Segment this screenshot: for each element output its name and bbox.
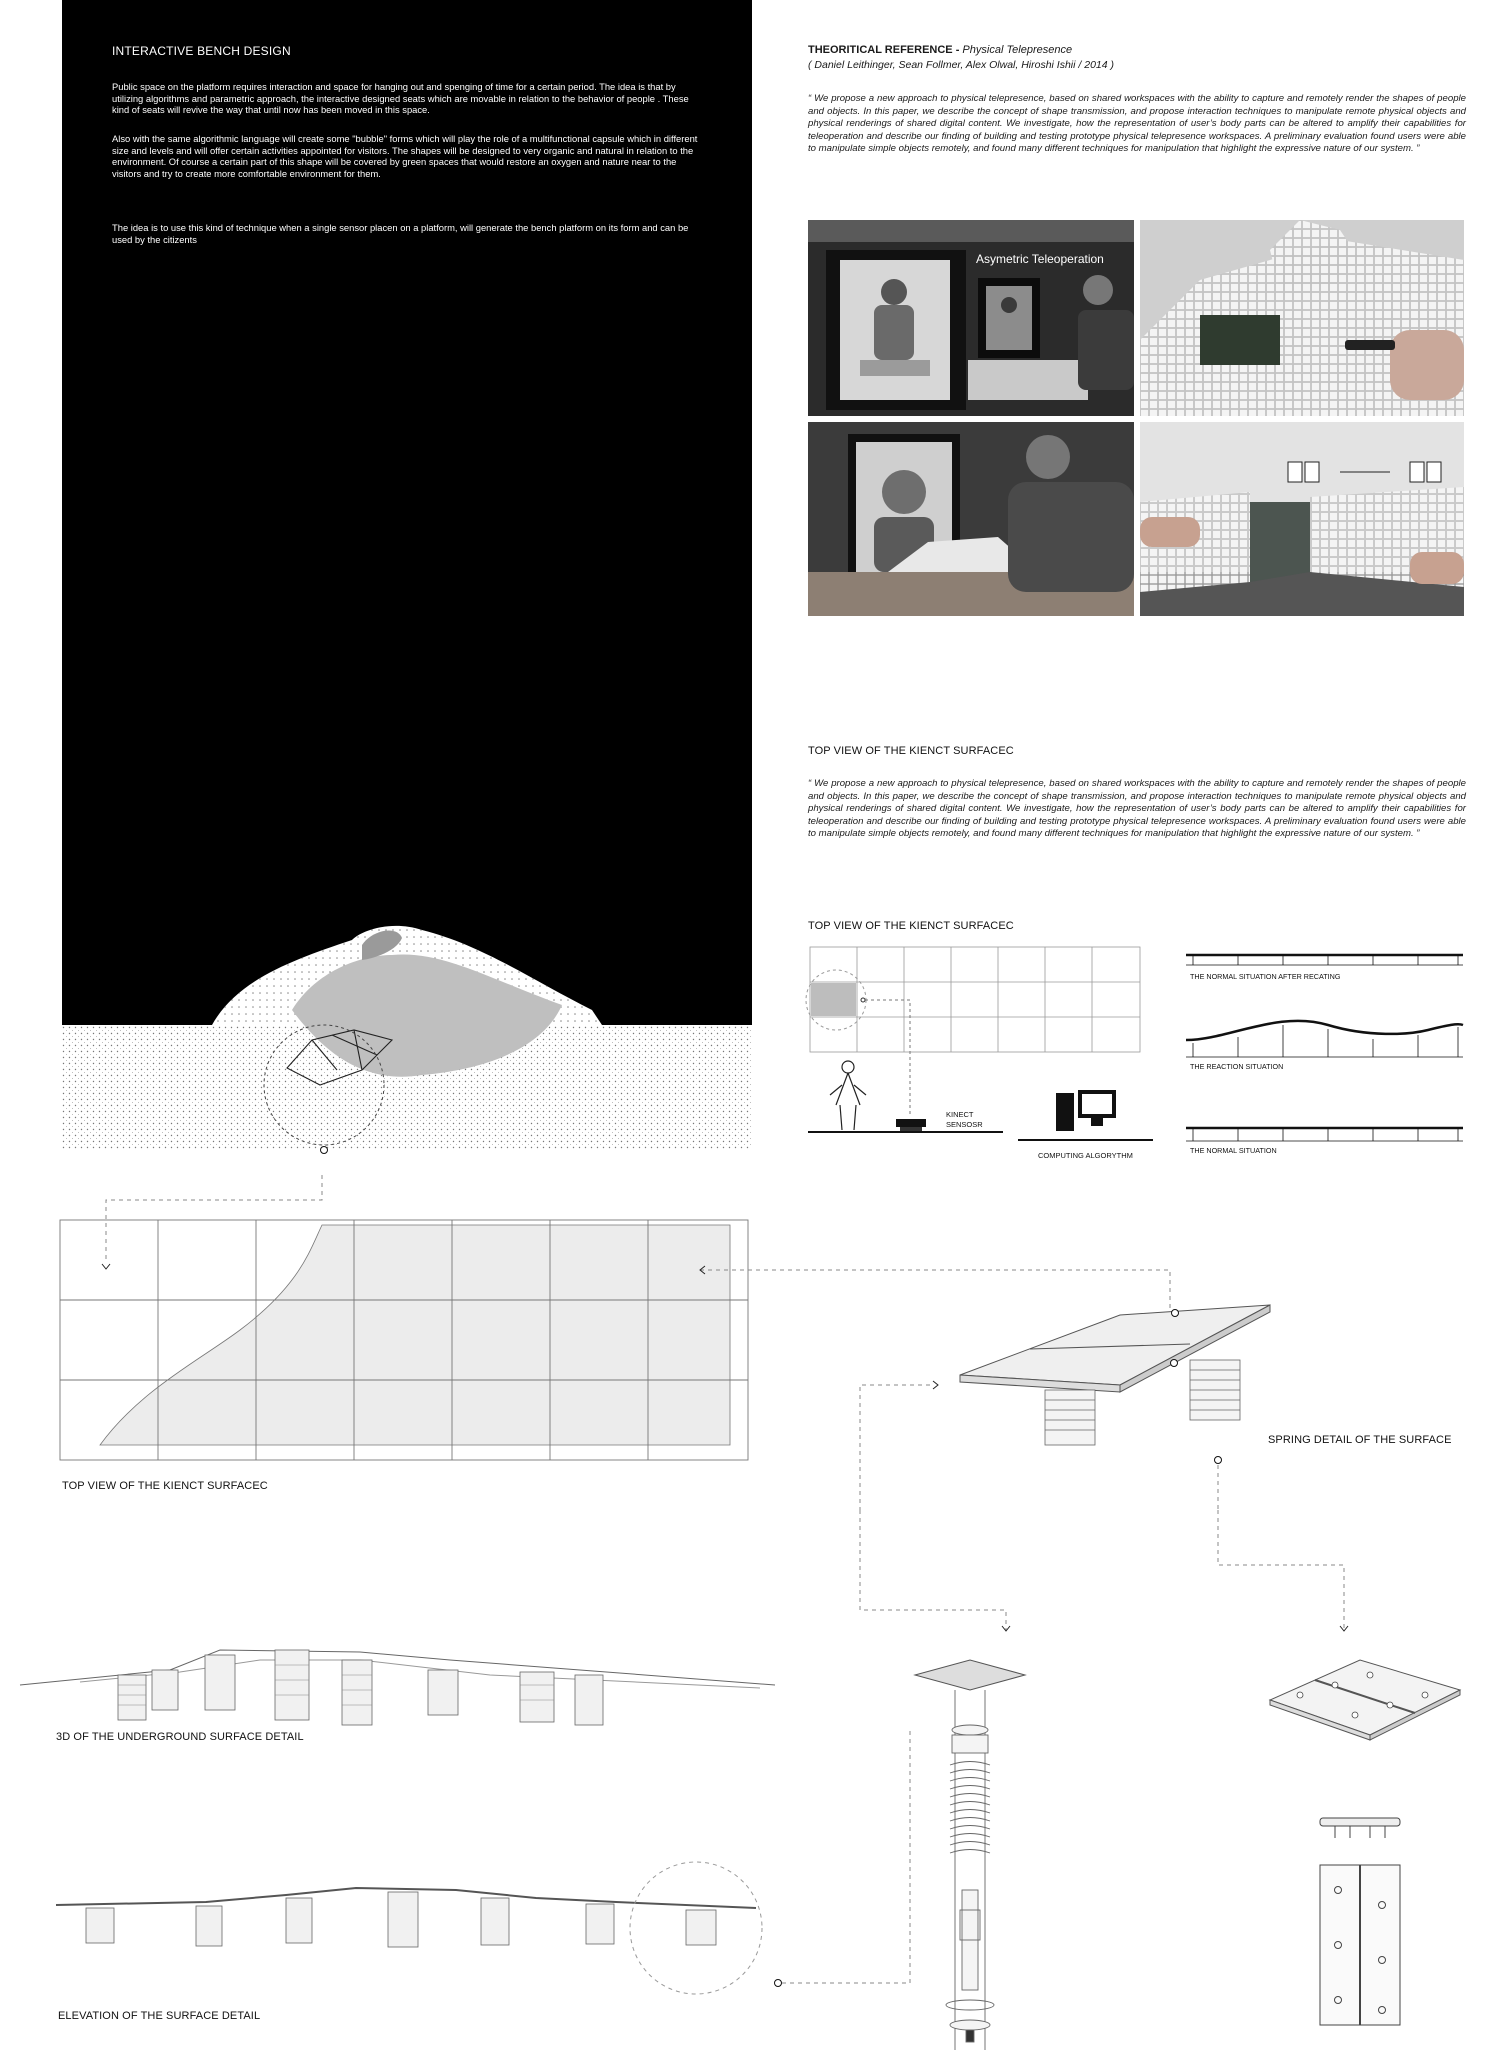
intro-paragraph-2: Also with the same algorithmic language will create some "bubble" forms which will play the role of a multifunctional capsule which in different size and levels and will offer certain activities appointed for visitors. The shapes will be designed to very organic and natural in relation to the environment. Of course a certain part of this shape will be covered by green spaces that would restore an oxygen and nature near to the visitors and try to create more comfortable environment for them. xyxy=(112,133,698,179)
kinect-diagram-title: TOP VIEW OF THE KIENCT SURFACEC xyxy=(808,920,1014,932)
intro-title: INTERACTIVE BENCH DESIGN xyxy=(112,44,291,58)
elevation-drawing xyxy=(56,1880,816,2030)
reference-title-bold: THEORITICAL REFERENCE - xyxy=(808,44,963,56)
bubble-mesh-render xyxy=(62,900,752,1150)
spring-detail-drawing xyxy=(700,1260,1470,1510)
kinect-section-quote: “ We propose a new approach to physical telepresence, based on shared workspaces with the ability to capture and remotely render the shapes of people and objects. In this paper, we describe the concept of shape transmission, and propose interaction techniques to manipulate remote physical objects and physical renderings of shared digital content. We investigate, how the representation of user’s body parts can be altered to amplify their capabilities for teleoperation and describe our finding of building and testing prototype physical telepresence workspaces. A preliminary evaluation found users were able to manipulate simple objects remotely, and found many different techniques for manipulation that highlight the expressive nature of our system. ” xyxy=(808,778,1466,840)
top-view-label: TOP VIEW OF THE KIENCT SURFACEC xyxy=(62,1480,268,1492)
teleoperation-photo xyxy=(808,220,1134,416)
kinect-sensor-label: SENSOSR xyxy=(946,1120,983,1129)
computer-icon xyxy=(1056,1090,1116,1131)
state-normal-after-label: THE NORMAL SITUATION AFTER RECATING xyxy=(1190,972,1341,981)
kinect-section-title: TOP VIEW OF THE KIENCT SURFACEC xyxy=(808,745,1014,757)
state-normal-label: THE NORMAL SITUATION xyxy=(1190,1146,1277,1155)
detail-connectors xyxy=(700,1490,1470,1650)
shape-transmission-photo xyxy=(1140,422,1464,616)
state-reaction-label: THE REACTION SITUATION xyxy=(1190,1062,1284,1071)
kinect-sensor-diagram xyxy=(808,945,1468,1165)
kinect-label: KINECT xyxy=(946,1110,974,1119)
computing-label: COMPUTING ALGORYTHM xyxy=(1038,1151,1133,1160)
reference-title xyxy=(808,44,1072,56)
spring-detail-label: SPRING DETAIL OF THE SURFACE xyxy=(1268,1434,1452,1446)
reference-quote: “ We propose a new approach to physical telepresence, based on shared workspaces with the ability to capture and remotely render the shapes of people and objects. In this paper, we describe the concept of shape transmission, and propose interaction techniques to manipulate remote physical objects and physical renderings of shared digital content. We investigate, how the representation of user’s body parts can be altered to amplify their capabilities for teleoperation and describe our finding of building and testing prototype physical telepresence workspaces. A preliminary evaluation found users were able to manipulate simple objects remotely, and found many different techniques for manipulation that highlight the expressive nature of our system. ” xyxy=(808,93,1466,155)
photo-overlay-caption: Asymetric Teleoperation xyxy=(976,252,1104,266)
top-view-grid xyxy=(60,1160,760,1470)
elevation-label: ELEVATION OF THE SURFACE DETAIL xyxy=(58,2010,261,2022)
reference-authors: ( Daniel Leithinger, Sean Follmer, Alex Olwal, Hiroshi Ishii / 2014 ) xyxy=(808,59,1114,71)
hinge-detail-drawing xyxy=(1260,1650,1470,2050)
reference-title-italic: Physical Telepresence xyxy=(962,44,1073,56)
intro-paragraph-3: The idea is to use this kind of technique when a single sensor placen on a platform, will generate the bench platform on its form and can be used by the citizents xyxy=(112,222,689,245)
remote-user-photo xyxy=(808,422,1134,616)
pin-display-hand-photo xyxy=(1140,220,1464,416)
underground-3d-label: 3D OF THE UNDERGROUND SURFACE DETAIL xyxy=(56,1731,304,1743)
underground-3d-drawing xyxy=(20,1630,780,1740)
intro-paragraph-1: Public space on the platform requires interaction and space for hanging out and spenging of time for a certain period. The idea is that by utilizing algorithms and parametric approach, the interactive designed seats which are movable in relation to the behavior of people . These kind of seats will revive the way that until now has been moved in this space. xyxy=(112,81,689,116)
spring-exploded-drawing xyxy=(910,1650,1030,2050)
